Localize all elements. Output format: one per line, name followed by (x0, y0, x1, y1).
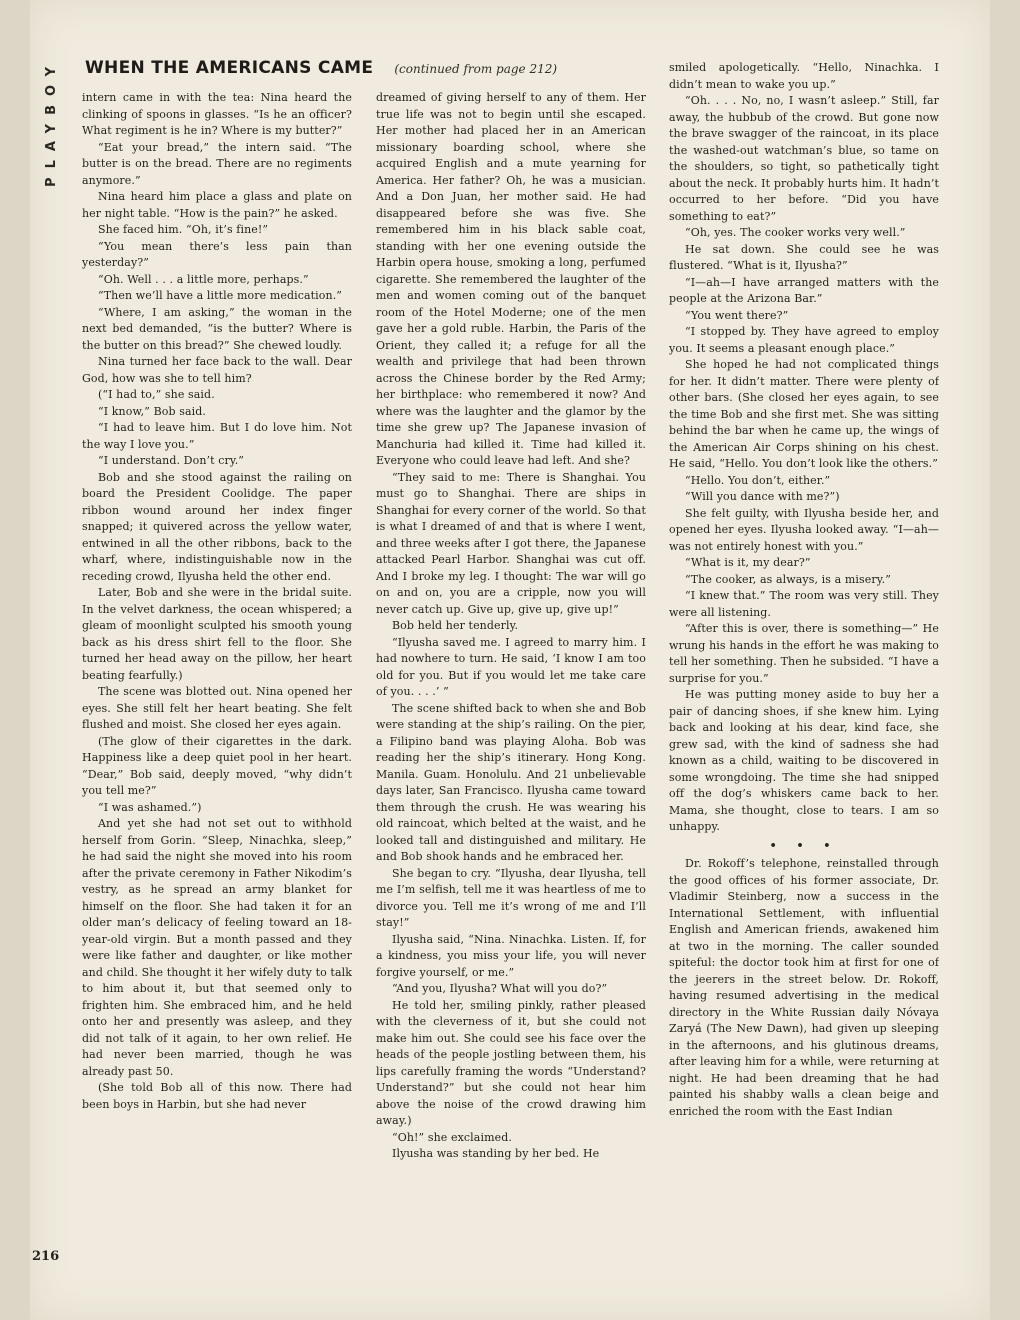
paragraph: “Oh. . . . No, no, I wasn’t asleep.” Still, far away, the hubbub of the crowd. But gone now the brave swagger of the raincoat, in its place the washed-out watchman’s blue, so tame on the shoulders, so tight, so pathetically tight about the neck. It probably hurts him. It hadn’t occurred to her before. “Did you have something to eat?” (669, 94, 939, 223)
paragraph: “You went there?” (685, 308, 789, 322)
paragraph: And yet she had not set out to withhold herself from Gorin. “Sleep, Ninachka, sleep,” he had said the night she moved into his room after the private ceremony in Father Nikodim’s vestry, as he spread an army blanket for himself on the floor. She had taken it for an older man’s delicacy of feeling toward an 18-year-old virgin. But a month passed and they were like father and daughter, or like mother and child. She thought it her wifely duty to talk to him about it, but that seemed only to frighten him. She embraced him, and he held onto her and presently was asleep, and they did not talk of it again, to her own relief. He had never been married, though he was already past 50. (82, 817, 352, 1078)
paragraph: She faced him. “Oh, it’s fine!” (98, 223, 269, 236)
paragraph: Ilyusha said, “Nina. Ninachka. Listen. If, for a kindness, you miss your life, you will never forgive yourself, or me.” (376, 932, 646, 979)
paragraph: “I stopped by. They have agreed to employ you. It seems a pleasant enough place.” (669, 325, 939, 355)
paragraph: “You mean there’s less pain than yesterday?” (82, 239, 352, 269)
paragraph: (She told Bob all of this now. There had been boys in Harbin, but she had never (82, 1081, 352, 1111)
paragraph: Ilyusha was standing by her bed. He (392, 1147, 600, 1160)
paragraph: “I knew that.” The room was very still. They were all listening. (669, 589, 939, 619)
paragraph: intern came in with the tea: Nina heard the clinking of spoons in glasses. “Is he an officer? What regiment is he in? Where is my butter?” (82, 91, 352, 137)
paragraph: (The glow of their cigarettes in the dark. Happiness like a deep quiet pool in her heart. “Dear,” Bob said, deeply moved, “why didn’t you tell me?” (82, 734, 352, 797)
article-header (85, 58, 557, 78)
paragraph: Bob and she stood against the railing on board the President Coolidge. The paper ribbon wound around her index finger snapped; it quivered across the yellow water, entwined in all the other ribbons, back to the wharf, where, indistinguishable now in the receding crowd, Ilyusha held the other end. (82, 470, 352, 583)
paragraph: “I understand. Don’t cry.” (98, 454, 245, 467)
paragraph: (“I had to,” she said. (98, 388, 215, 401)
text-column-1 (82, 90, 352, 1270)
paragraph: “Oh. Well . . . a little more, perhaps.” (98, 272, 309, 286)
paragraph: “I—ah—I have arranged matters with the people at the Arizona Bar.” (669, 275, 939, 305)
paragraph: The scene shifted back to when she and Bob were standing at the ship’s railing. On the pier, a Filipino band was playing Aloha. Bob was reading her the ship’s itinerary. Hong Kong. Manila. Guam. Honolulu. And 21 unbelievable days later, San Francisco. Ilyusha came toward them through the crush. He was wearing his old raincoat, which belted at the waist, and he looked tall and distinguished and military. He and Bob shook hands and he embraced her. (376, 701, 646, 863)
paragraph: Nina turned her face back to the wall. Dear God, how was she to tell him? (82, 355, 352, 385)
paragraph: “And you, Ilyusha? What will you do?” (392, 982, 608, 995)
paragraph: Dr. Rokoff’s telephone, reinstalled through the good offices of his former associate, Dr. Vladimir Steinberg, now a success in the International Settlement, with influential English and American friends, awakened him at two in the morning. The caller sounded spiteful: the doctor took him at first for one of the jeerers in the street below. Dr. Rokoff, having resumed advertising in the medical directory in the White Russian daily Nóvaya Zaryá (The New Dawn), had given up sleeping in the afternoons, and his glutinous dreams, after leaving him for a while, were returning at night. He had been dreaming that he had painted his shabby walls a clean beige and enriched the room with the East Indian (669, 857, 939, 1118)
paragraph: “After this is over, there is something—” He wrung his hands in the effort he was making to tell her something. Then he subsided. “I have a surprise for you.” (669, 622, 939, 685)
paragraph: “They said to me: There is Shanghai. You must go to Shanghai. There are ships in Shanghai for every corner of the world. So that is what I dreamed of and that is where I went, and three weeks after I got there, the Japanese attacked Pearl Harbor. Shanghai was cut off. And I broke my leg. I thought: The war will go on and on, you are a cripple, now you will never catch up. Give up, give up, give up!” (376, 470, 646, 616)
paragraph: “The cooker, as always, is a misery.” (685, 572, 891, 586)
paragraph: She began to cry. “Ilyusha, dear Ilyusha, tell me I’m selfish, tell me it was heartless of me to divorce you. Tell me it’s wrong of me and I’ll stay!” (376, 866, 646, 929)
paragraph: smiled apologetically. “Hello, Ninachka. I didn’t mean to wake you up.” (669, 61, 939, 91)
paragraph: He was putting money aside to buy her a pair of dancing shoes, if she knew him. Lying back and looking at his dear, kind face, she grew sad, with the kind of sadness she had known as a child, waiting to be discovered in some wrongdoing. The time she had snipped off the dog’s whiskers came back to her. Mama, she thought, close to tears. I am so unhappy. (669, 688, 939, 833)
paragraph: “I know,” Bob said. (98, 404, 206, 418)
paragraph: “Eat your bread,” the intern said. “The butter is on the bread. There are no regiments anymore.” (82, 140, 352, 187)
paragraph: She felt guilty, with Ilyusha beside her, and opened her eyes. Ilyusha looked away. “I—ah—was not entirely honest with you.” (669, 506, 939, 553)
paragraph: He sat down. She could see he was flustered. “What is it, Ilyusha?” (669, 242, 939, 272)
paragraph: Bob held her tenderly. (392, 619, 519, 632)
paragraph: “Will you dance with me?”) (685, 490, 840, 503)
page-number: 216 (32, 1249, 60, 1264)
paragraph: “I was ashamed.”) (98, 800, 202, 814)
text-column-3 (669, 60, 939, 1240)
paragraph: “I had to leave him. But I do love him. Not the way I love you.” (82, 421, 352, 451)
paragraph: “Where, I am asking,” the woman in the next bed demanded, “is the butter? Where is the butter on this bread?” She chewed loudly. (82, 305, 352, 352)
magazine-masthead: PLAYBOY (44, 58, 59, 187)
paragraph: “Ilyusha saved me. I agreed to marry him. I had nowhere to turn. He said, ‘I know I am too old for you. But if you would let me take care of you. . . .’ ” (376, 635, 646, 698)
paragraph: “What is it, my dear?” (685, 556, 811, 569)
paragraph: Later, Bob and she were in the bridal suite. In the velvet darkness, the ocean whispered; a gleam of moonlight sculpted his smooth young back as his dress shirt fell to the floor. She turned her head away on the pillow, her heart beating fearfully.) (82, 586, 352, 682)
paragraph: She hoped he had not complicated things for her. It didn’t matter. There were plenty of other bars. (She closed her eyes again, to see the time Bob and she first met. She was sitting behind the bar when he came up, the wings of the American Air Corps shining on his chest. He said, “Hello. You don’t look like the others.” (669, 358, 939, 470)
paragraph: “Oh!” she exclaimed. (392, 1130, 512, 1144)
paragraph: He told her, smiling pinkly, rather pleased with the cleverness of it, but she could not make him out. She could see his face over the heads of the people jostling between them, his lips carefully framing the words “Understand? Understand?” but she could not hear him above the noise of the crowd drawing him away.) (376, 998, 646, 1127)
paragraph: Nina heard him place a glass and plate on her night table. “How is the pain?” he asked. (82, 190, 352, 220)
paragraph: dreamed of giving herself to any of them. Her true life was not to begin until she escaped. Her mother had placed her in an American missionary boarding school, where she acquired English and a mute yearning for America. Her father? Oh, he was a musician. And a Don Juan, her mother said. He had disappeared before she was five. She remembered him in his black sable coat, standing with her one evening outside the Harbin opera house, smoking a long, perfumed cigarette. She remembered the laughter of the men and women coming out of the banquet room of the Hotel Moderne; one of the men gave her a gold ruble. Harbin, the Paris of the Orient, they called it; a refuge for all the wealth and privilege that had been thrown across the Chinese border by the Red Army; her birthplace: who remembered it now? And where was the laughter and the glamor by the time she grew up? The Japanese invasion of Manchuria had killed it. Time had killed it. Everyone who could leave had left. And she? (376, 91, 646, 467)
continuation-note: (continued from page 212) (394, 62, 558, 76)
section-separator: • • • (769, 838, 839, 852)
paragraph: “Then we’ll have a little more medication.” (98, 289, 343, 302)
magazine-page (30, 0, 990, 1320)
paragraph: “Oh, yes. The cooker works very well.” (685, 226, 906, 239)
paragraph: “Hello. You don’t, either.” (685, 473, 831, 487)
article-title: WHEN THE AMERICANS CAME (85, 58, 374, 78)
paragraph: The scene was blotted out. Nina opened her eyes. She still felt her heart beating. She felt flushed and moist. She closed her eyes again. (82, 685, 352, 731)
text-column-2 (376, 90, 646, 1270)
